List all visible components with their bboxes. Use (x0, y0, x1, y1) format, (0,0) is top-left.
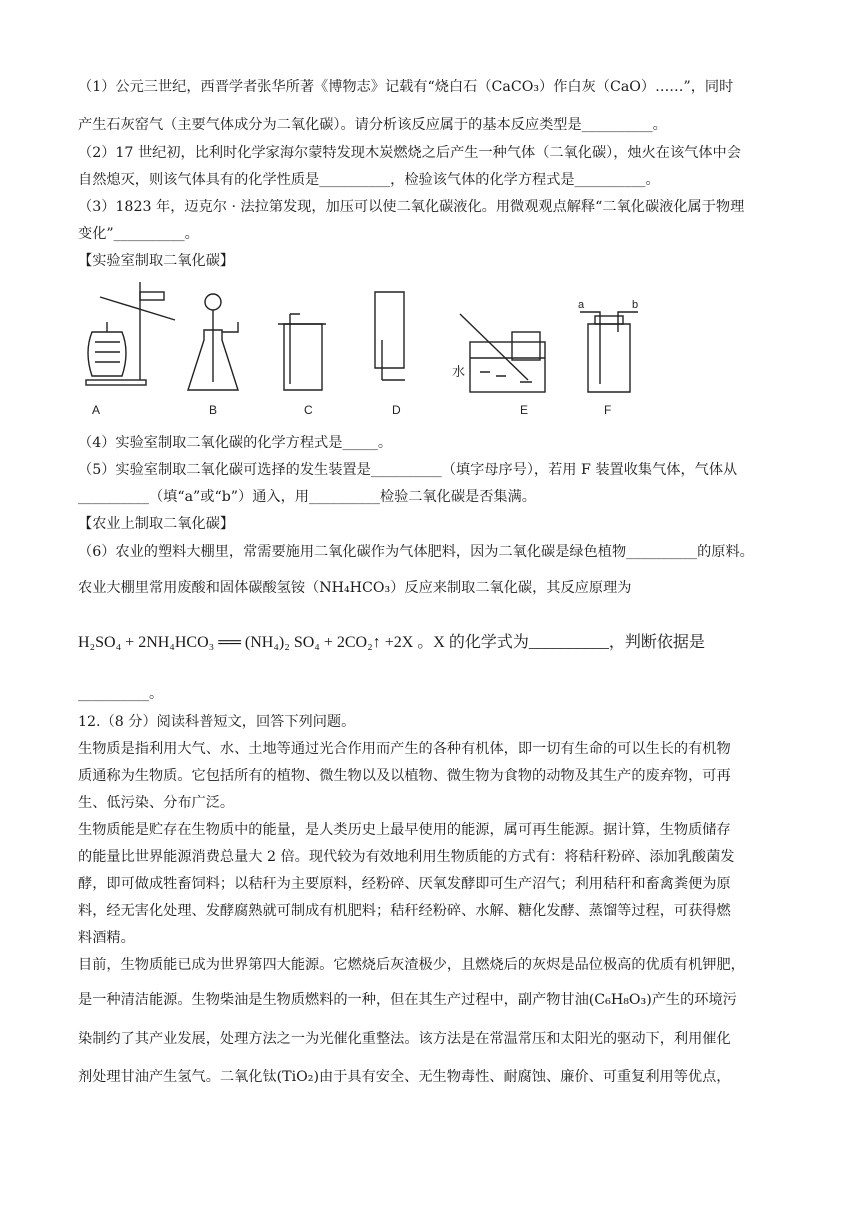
para-1-line-3: 生、低污染、分布广泛。 (78, 795, 235, 811)
q3-line-2: 变化”__________。 (78, 226, 199, 242)
q5-line-1: （5）实验室制取二氧化碳可选择的发生装置是__________（填字母序号），若用 F 装置收集气体，气体从 (78, 462, 738, 478)
para-2-line-4: 料，经无害化处理、发酵腐熟就可制成有机肥料；秸秆经粉碎、水解、糖化发酵、蒸馏等过程，可获得燃 (78, 903, 731, 919)
question-12-heading: 12.（8 分）阅读科普短文，回答下列问题。 (78, 714, 356, 730)
apparatus-f-icon (580, 312, 638, 392)
q1-line-2: 产生石灰窑气（主要气体成分为二氧化碳）。请分析该反应属于的基本反应类型是__________。 (78, 117, 667, 133)
q6-line-2: 农业大棚里常用废酸和固体碳酸氢铵（NH₄HCO₃）反应来制取二氧化碳，其反应原理为 (78, 580, 632, 596)
apparatus-d-icon (375, 292, 405, 380)
para-2-line-5: 料酒精。 (78, 930, 135, 946)
q6-equation-line: H₂SO₄ + 2NH₄HCO₃ ══ (NH₄)₂ SO₄ + 2CO₂↑ +2X 。X 的化学式为__________，判断依据是 (78, 634, 705, 651)
apparatus-c-icon (278, 314, 326, 390)
para-1-line-2: 质通称为生物质。它包括所有的植物、微生物以及以植物、微生物为食物的动物及其生产的废弃物，可再 (78, 768, 731, 784)
figure-label-a: A (92, 403, 101, 417)
q3-line-1: （3）1823 年，迈克尔 · 法拉第发现，加压可以使二氧化碳液化。用微观观点解释“二氧化碳液化属于物理 (78, 199, 745, 215)
lab-section-heading: 【实验室制取二氧化碳】 (78, 253, 235, 269)
para-3-line-2: 是一种清洁能源。生物柴油是生物质燃料的一种，但在其生产过程中，副产物甘油(C₆H₈O₃)产生的环境污 (78, 992, 737, 1008)
figure-label-c: C (304, 403, 313, 417)
figure-label-e: E (520, 403, 529, 417)
para-2-line-1: 生物质能是贮存在生物质中的能量，是人类历史上最早使用的能源，属可再生能源。据计算，生物质储存 (78, 822, 731, 838)
para-2-line-3: 酵，即可做成牲畜饲料；以秸秆为主要原料，经粉碎、厌氧发酵即可生产沼气；利用秸秆和畜禽粪便为原 (78, 876, 731, 892)
agri-section-heading: 【农业上制取二氧化碳】 (78, 516, 235, 532)
port-b-label: b (632, 299, 639, 311)
figure-label-d: D (392, 403, 401, 417)
para-3-line-4: 剂处理甘油产生氢气。二氧化钛(TiO₂)由于具有安全、无生物毒性、耐腐蚀、廉价、可重复利用等优点， (78, 1069, 731, 1085)
figure-label-b: B (209, 403, 218, 417)
para-1-line-1: 生物质是指利用大气、水、土地等通过光合作用而产生的各种有机体，即一切有生命的可以生长的有机物 (78, 741, 731, 757)
para-2-line-2: 的能量比世界能源消费总量大 2 倍。现代较为有效地利用生物质能的方式有：将秸秆粉碎、添加乳酸菌发 (78, 849, 735, 865)
q1-line-1: （1）公元三世纪，西晋学者张华所著《博物志》记载有“烧白石（CaCO₃）作白灰（CaO）……”，同时 (78, 79, 734, 95)
apparatus-e-icon (460, 314, 545, 392)
figure-label-f: F (604, 403, 612, 417)
water-label: 水 (452, 364, 466, 379)
q4-line: （4）实验室制取二氧化碳的化学方程式是_____。 (78, 435, 393, 451)
q5-line-2: __________（填“a”或“b”）通入，用__________检验二氧化碳是否集满。 (78, 489, 536, 505)
apparatus-figure (0, 272, 860, 422)
q2-line-1: （2）17 世纪初，比利时化学家海尔蒙特发现木炭燃烧之后产生一种气体（二氧化碳），烛火在该气体中会 (78, 145, 741, 161)
q2-line-2: 自然熄灭，则该气体具有的化学性质是__________，检验该气体的化学方程式是__________。 (78, 172, 660, 188)
q6-line-4: __________。 (78, 686, 164, 702)
apparatus-a-icon (86, 282, 175, 385)
apparatus-b-icon (188, 294, 238, 390)
port-a-label: a (578, 299, 585, 311)
q6-line-1: （6）农业的塑料大棚里，常需要施用二氧化碳作为气体肥料，因为二氧化碳是绿色植物__________的原料。 (78, 544, 754, 560)
para-3-line-1: 目前，生物质能已成为世界第四大能源。它燃烧后灰渣极少，且燃烧后的灰烬是品位极高的优质有机钾肥， (78, 957, 745, 973)
para-3-line-3: 染制约了其产业发展，处理方法之一为光催化重整法。该方法是在常温常压和太阳光的驱动下，利用催化 (78, 1031, 731, 1047)
